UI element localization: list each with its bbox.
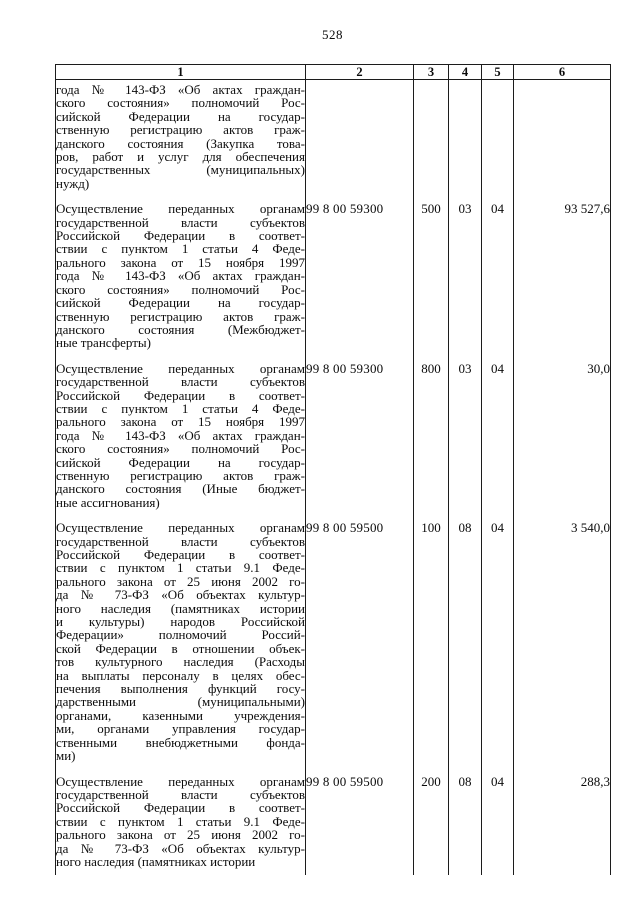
row-subsection: [482, 80, 514, 191]
page-number: 528: [322, 27, 343, 42]
row-description: Осуществление переданных органам государственной власти субъектов Российской Федерации в соответ- ствии с пунктом 1 статьи 4 Феде- рального закона от 15 ноября 1997 года № 143-ФЗ «Об актах граждан- ского состояния» полномочий Рос- сийской Федерации на государ- ственную регистрацию актов граж- данского состояния (Иные бюджет- ные ассигнования): [56, 350, 306, 509]
row-amount: 93 527,6: [514, 190, 611, 349]
row-subsection: 04: [482, 190, 514, 349]
table-row: [56, 509, 611, 762]
row-expense-type: 500: [414, 190, 449, 349]
row-section: [449, 80, 482, 191]
table-row: [56, 80, 611, 191]
row-expense-type: [414, 80, 449, 191]
row-subsection: 04: [482, 763, 514, 876]
row-subsection: 04: [482, 509, 514, 762]
column-header-1: 1: [56, 65, 306, 80]
row-code: 99 8 00 59500: [306, 763, 414, 876]
column-header-3: 3: [414, 65, 449, 80]
row-amount: 3 540,0: [514, 509, 611, 762]
row-description: года № 143-ФЗ «Об актах граждан- ского состояния» полномочий Рос- сийской Федерации на государ- ственную регистрацию актов граж- данского состояния (Закупка това- ров, работ и услуг для обеспечения государственных (муниципальных) нужд): [56, 80, 306, 191]
row-amount: 288,3: [514, 763, 611, 876]
column-header-2: 2: [306, 65, 414, 80]
row-amount: 30,0: [514, 350, 611, 509]
column-header-5: 5: [482, 65, 514, 80]
row-code: 99 8 00 59300: [306, 350, 414, 509]
column-header-6: 6: [514, 65, 611, 80]
row-amount: [514, 80, 611, 191]
row-code: 99 8 00 59500: [306, 509, 414, 762]
row-subsection: 04: [482, 350, 514, 509]
row-code: 99 8 00 59300: [306, 190, 414, 349]
table-row: [56, 190, 611, 349]
row-expense-type: 800: [414, 350, 449, 509]
row-expense-type: 100: [414, 509, 449, 762]
row-section: 08: [449, 763, 482, 876]
budget-table: [55, 64, 611, 875]
table-row: [56, 763, 611, 876]
table-row: [56, 350, 611, 509]
row-section: 03: [449, 350, 482, 509]
table-header-row: [56, 65, 611, 80]
row-description: Осуществление переданных органам государственной власти субъектов Российской Федерации в соответ- ствии с пунктом 1 статьи 9.1 Феде- рального закона от 25 июня 2002 го- да № 73-ФЗ «Об объектах культур- ного наследия (памятниках истории и культуры) народов Российской Федерации» полномочий Россий- ской Федерации в отношении объек- тов культурного наследия (Расходы на выплаты персоналу в целях обес- печения выполнения функций госу- дарственными (муниципальными) органами, казенными учреждения- ми, органами управления государ- ственными внебюджетными фонда- ми): [56, 509, 306, 762]
column-header-4: 4: [449, 65, 482, 80]
row-expense-type: 200: [414, 763, 449, 876]
row-description: Осуществление переданных органам государственной власти субъектов Российской Федерации в соответ- ствии с пунктом 1 статьи 4 Феде- рального закона от 15 ноября 1997 года № 143-ФЗ «Об актах граждан- ского состояния» полномочий Рос- сийской Федерации на государ- ственную регистрацию актов граж- данского состояния (Межбюджет- ные трансферты): [56, 190, 306, 349]
row-description: Осуществление переданных органам государственной власти субъектов Российской Федерации в соответ- ствии с пунктом 1 статьи 9.1 Феде- рального закона от 25 июня 2002 го- да № 73-ФЗ «Об объектах культур- ного наследия (памятниках истории: [56, 763, 306, 876]
row-section: 08: [449, 509, 482, 762]
row-code: [306, 80, 414, 191]
row-section: 03: [449, 190, 482, 349]
